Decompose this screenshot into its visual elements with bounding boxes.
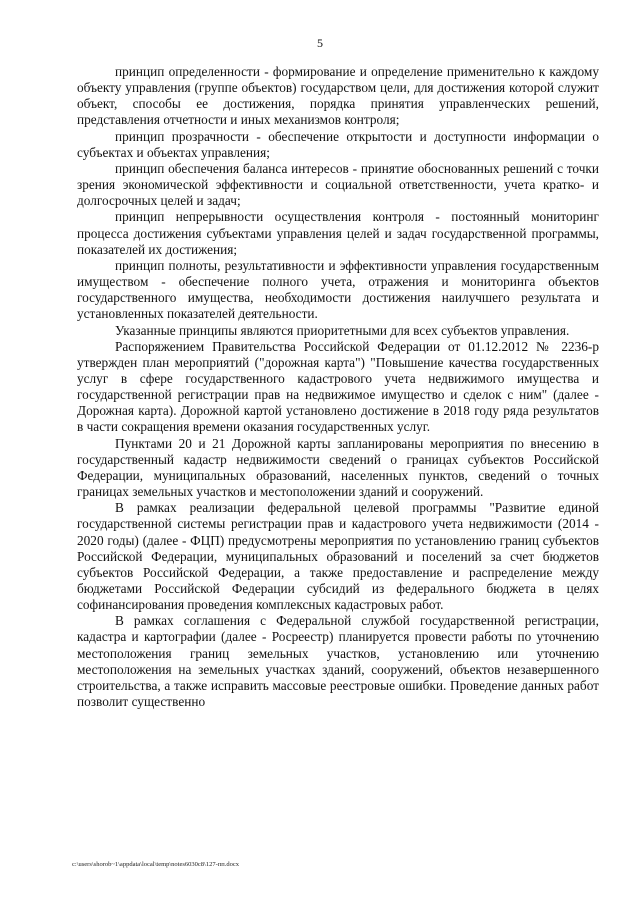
paragraph-government-order: Распоряжением Правительства Российской Федерации от 01.12.2012 № 2236-р утвержден план мероприятий ("дорожная карта") "Повышение качества государственных услуг в сфере государственного кадастрового учета недвижимого имущества и государственной регистрации прав на недвижимое имущество и сделок с ним" (далее - Дорожная карта). Дорожной картой установлено достижение в 2018 году ряда результатов в части сокращения времени оказания государственных услуг. [77,338,599,435]
paragraph-roadmap-items: Пунктами 20 и 21 Дорожной карты запланированы мероприятия по внесению в государственный кадастр недвижимости сведений о границах субъектов Российской Федерации, муниципальных образований, населенных пунктов, сведений о точных границах земельных участков и местоположении зданий и сооружений. [77,435,599,500]
paragraph-principle-continuity: принцип непрерывности осуществления контроля - постоянный мониторинг процесса достижения субъектами управления целей и задач государственной программы, показателей их достижения; [77,209,599,257]
paragraph-principle-definiteness: принцип определенности - формирование и определение применительно к каждому объекту управления (группе объектов) государством цели, для достижения которой служит объект, способы ее достижения, порядка принятия управленческих решений, представления отчетности и иных механизмов контроля; [77,64,599,128]
document-body [77,64,599,710]
paragraph-principle-completeness: принцип полноты, результативности и эффективности управления государственным имуществом - обеспечение полного учета, отражения и мониторинга объектов государственного имущества, необходимости достижения наилучшего результата и установленных показателей деятельности. [77,257,599,322]
paragraph-principle-balance: принцип обеспечения баланса интересов - принятие обоснованных решений с точки зрения экономической эффективности и социальной ответственности, учета кратко- и долгосрочных целей и задач; [77,160,599,209]
footer-file-path: c:\users\shorob~1\appdata\local\temp\notes6030c8\127-пп.docx [72,861,239,868]
paragraph-principle-transparency: принцип прозрачности - обеспечение открытости и доступности информации о субъектах и объектах управления; [77,128,599,160]
paragraph-priority-principles: Указанные принципы являются приоритетными для всех субъектов управления. [115,322,570,338]
paragraph-federal-program: В рамках реализации федеральной целевой программы "Развитие единой государственной системы регистрации прав и кадастрового учета недвижимости (2014 - 2020 годы) (далее - ФЦП) предусмотрены мероприятия по установлению границ субъектов Российской Федерации, муниципальных образований и поселений за счет бюджетов субъектов Российской Федерации, а также предоставление и распределение между бюджетами Российской Федерации субсидий из федерального бюджета в целях софинансирования проведения комплексных кадастровых работ. [77,500,599,613]
paragraph-rosreestr-agreement: В рамках соглашения с Федеральной службой государственной регистрации, кадастра и картографии (далее - Росреестр) планируется провести работы по уточнению местоположения границ земельных участков, установлению или уточнению местоположения на земельных участках зданий, сооружений, объектов незавершенного строительства, а также исправить массовые реестровые ошибки. Проведение данных работ позволит существенно [77,613,599,710]
page-number: 5 [317,36,323,50]
